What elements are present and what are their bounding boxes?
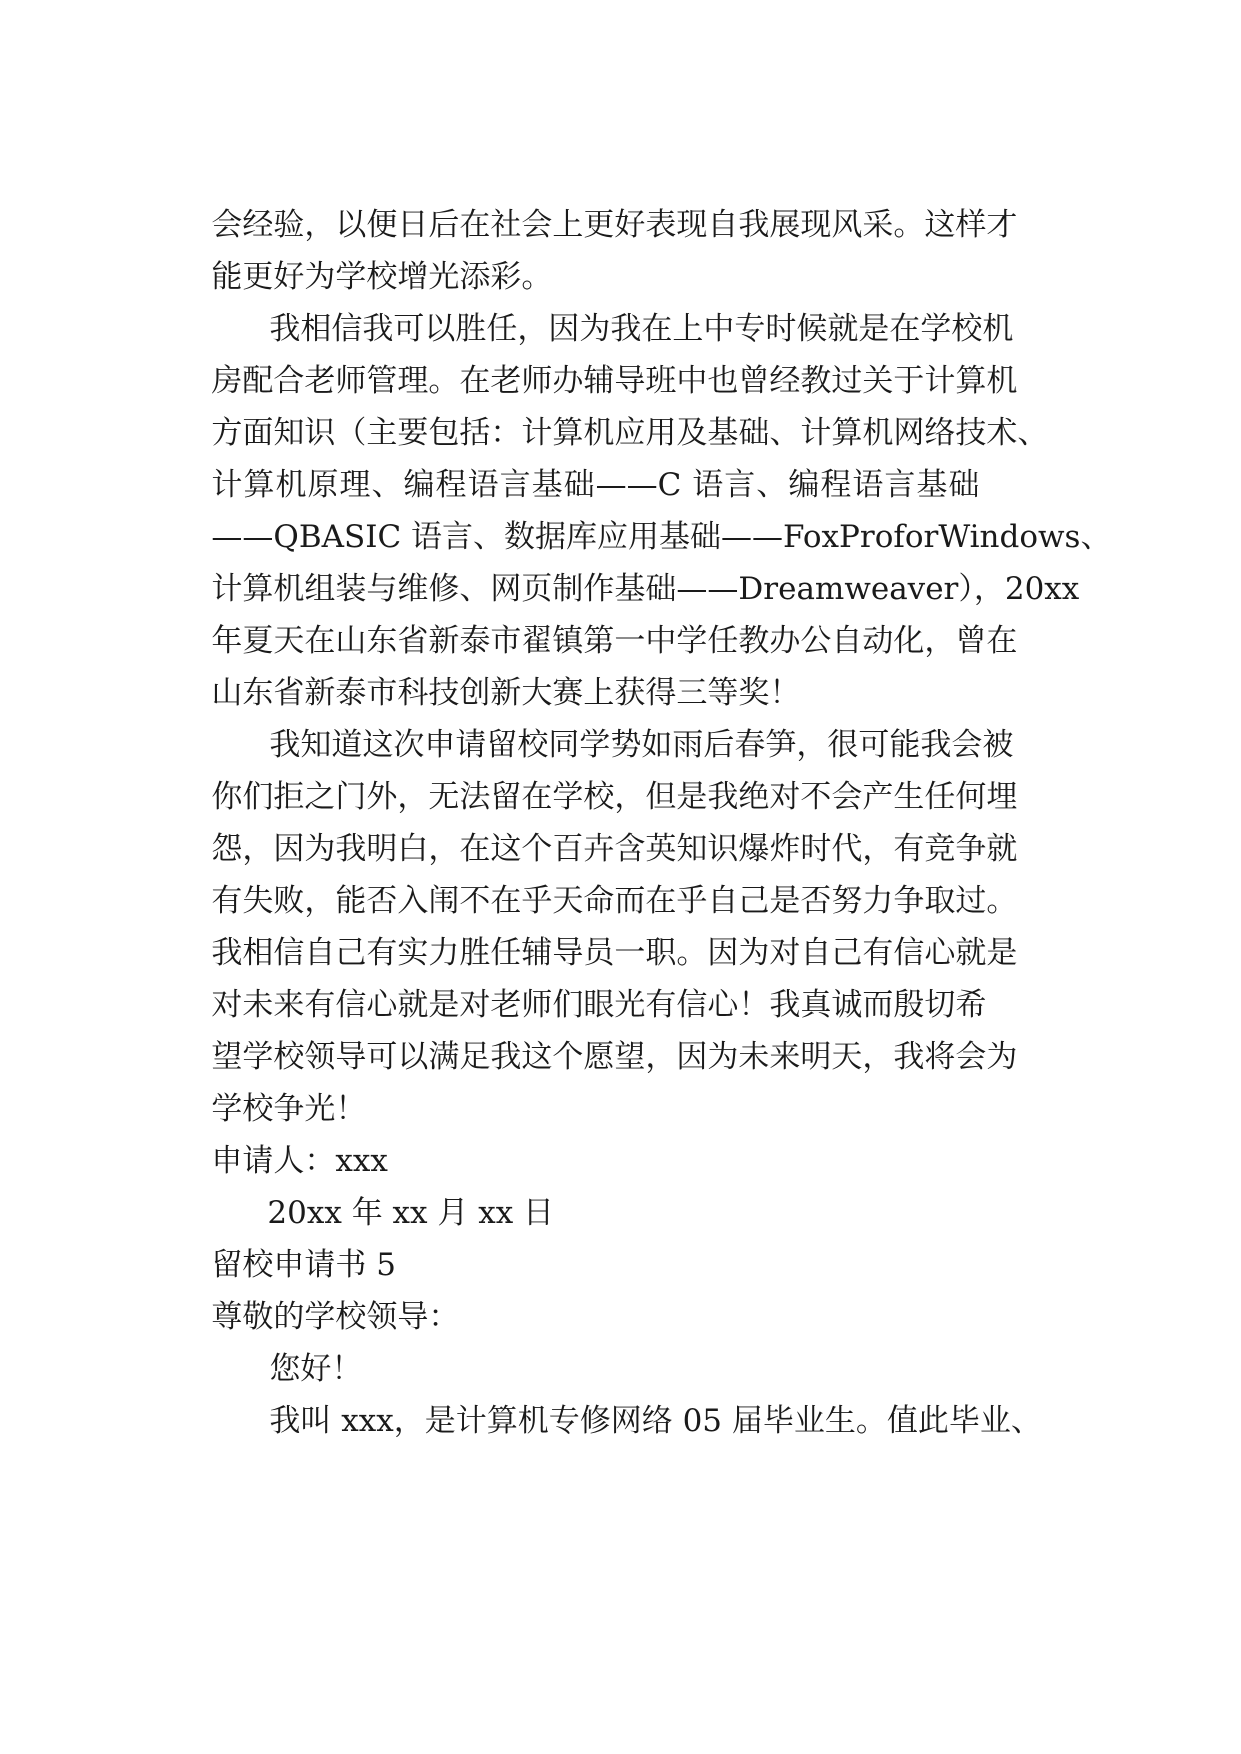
applicant-line	[0, 1074, 1241, 1179]
paragraph-text: 方面知识（主要包括：计算机应用及基础、计算机网络技术、	[211, 415, 1049, 451]
text-line	[0, 346, 1241, 451]
paragraph-text: 学校争光！	[211, 1091, 367, 1127]
paragraph-text: 望学校领导可以满足我这个愿望，因为未来明天，我将会为	[211, 1039, 1018, 1075]
text-line	[0, 606, 1241, 711]
salutation-text: 尊敬的学校领导：	[211, 1299, 460, 1335]
paragraph-text: ——QBASIC 语言、数据库应用基础——FoxProforWindows、	[211, 519, 1112, 555]
paragraph-text: 你们拒之门外，无法留在学校，但是我绝对不会产生任何埋	[211, 779, 1018, 815]
date-line	[0, 1126, 1241, 1231]
paragraph-text: 能更好为学校增光添彩。	[211, 259, 553, 295]
greeting-line	[0, 1282, 1241, 1387]
section-heading	[0, 1178, 1241, 1283]
date-text: 20xx 年 xx 月 xx 日	[267, 1195, 555, 1231]
text-line	[0, 242, 1241, 347]
applicant-text: 申请人：xxx	[211, 1143, 388, 1179]
text-line	[0, 762, 1241, 867]
paragraph-text: 会经验，以便日后在社会上更好表现自我展现风采。这样才	[211, 207, 1018, 243]
text-line	[0, 1022, 1241, 1127]
text-line	[0, 502, 1241, 607]
paragraph-text: 怨，因为我明白，在这个百卉含英知识爆炸时代，有竞争就	[211, 831, 1018, 867]
text-line	[0, 190, 1241, 295]
salutation-line	[0, 1230, 1241, 1335]
text-line	[0, 450, 1241, 555]
paragraph-text: 计算机组装与维修、网页制作基础——Dreamweaver），20xx	[211, 571, 1080, 607]
paragraph-text: 我相信自己有实力胜任辅导员一职。因为对自己有信心就是	[211, 935, 1018, 971]
text-line	[0, 554, 1241, 659]
paragraph-text: 有失败，能否入闱不在乎天命而在乎自己是否努力争取过。	[211, 883, 1018, 919]
paragraph-text: 山东省新泰市科技创新大赛上获得三等奖！	[211, 675, 801, 711]
text-line	[0, 918, 1241, 1023]
text-line	[0, 814, 1241, 919]
paragraph-text: 年夏天在山东省新泰市翟镇第一中学任教办公自动化，曾在	[211, 623, 1018, 659]
text-line	[0, 1334, 1241, 1439]
greeting-text: 您好！	[269, 1351, 363, 1387]
paragraph-text: 对未来有信心就是对老师们眼光有信心！我真诚而殷切希	[211, 987, 987, 1023]
text-line	[0, 294, 1241, 399]
text-line	[0, 866, 1241, 971]
paragraph-text: 我相信我可以胜任，因为我在上中专时候就是在学校机	[269, 311, 1014, 347]
text-line	[0, 138, 1241, 243]
paragraph-text: 我叫 xxx，是计算机专修网络 05 届毕业生。值此毕业、	[269, 1403, 1042, 1439]
paragraph-text: 我知道这次申请留校同学势如雨后春笋，很可能我会被	[269, 727, 1014, 763]
section-heading-text: 留校申请书 5	[211, 1247, 396, 1283]
paragraph-text: 计算机原理、编程语言基础——C 语言、编程语言基础	[211, 467, 980, 503]
text-line	[0, 970, 1241, 1075]
text-line	[0, 710, 1241, 815]
text-line	[0, 658, 1241, 763]
paragraph-text: 房配合老师管理。在老师办辅导班中也曾经教过关于计算机	[211, 363, 1018, 399]
text-line	[0, 398, 1241, 503]
